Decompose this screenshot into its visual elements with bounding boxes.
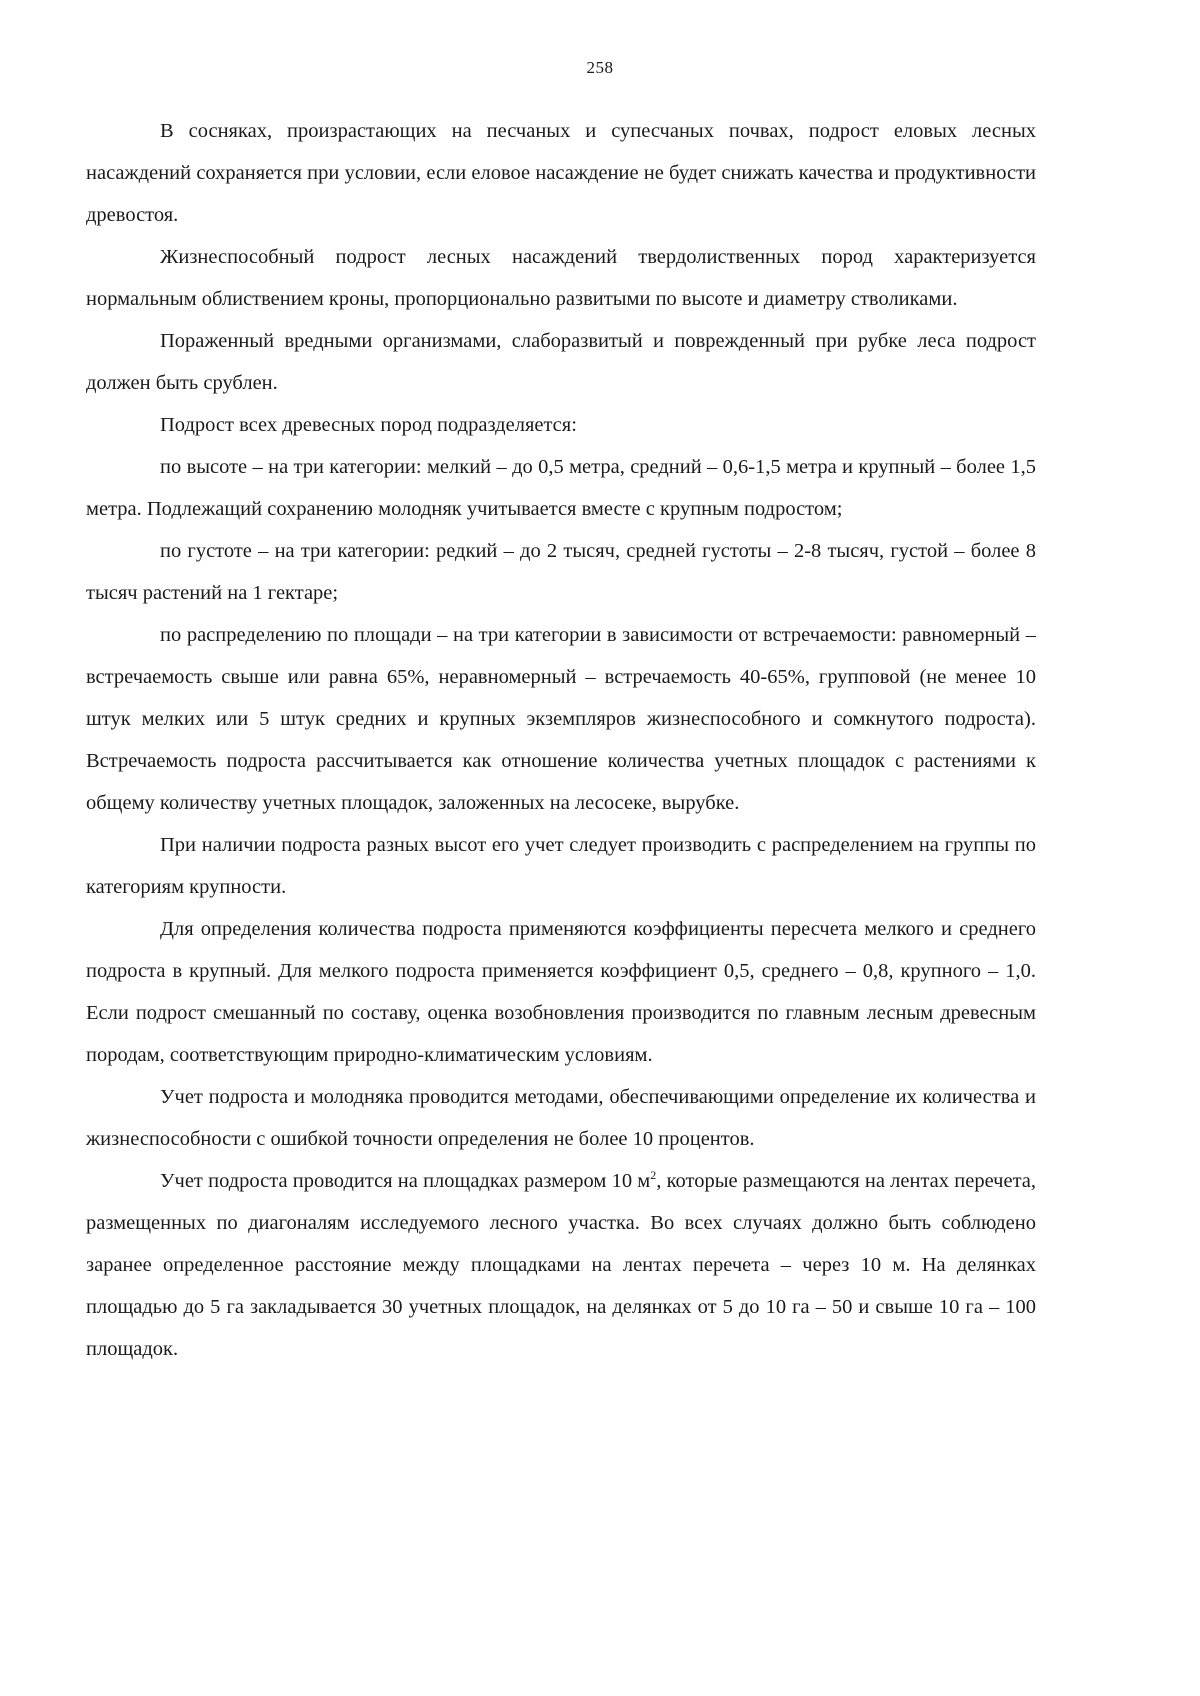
- paragraph-by-distribution: по распределению по площади – на три категории в зависимости от встречаемости: равномерный – встречаемость свыше или равна 65%, неравномерный – встречаемость 40-65%, групповой (не менее 10 штук мелких или 5 штук средних и крупных экземпляров жизнеспособного и сомкнутого подроста). Встречаемость подроста рассчитывается как отношение количества учетных площадок с растениями к общему количеству учетных площадок, заложенных на лесосеке, вырубке.: [86, 624, 1036, 814]
- paragraph-coefficients: Для определения количества подроста применяются коэффициенты пересчета мелкого и среднего подроста в крупный. Для мелкого подроста применяется коэффициент 0,5, среднего – 0,8, крупного – 1,0. Если подрост смешанный по составу, оценка возобновления производится по главным лесным древесным породам, соответствующим природно-климатическим условиям.: [86, 918, 1036, 1066]
- paragraph-by-height: по высоте – на три категории: мелкий – до 0,5 метра, средний – 0,6-1,5 метра и крупный – более 1,5 метра. Подлежащий сохранению молодняк учитывается вместе с крупным подростом;: [86, 456, 1036, 520]
- page-number: 258: [586, 58, 614, 77]
- paragraph-classification-intro: Подрост всех древесных пород подразделяется:: [160, 414, 577, 436]
- paragraph-by-density: по густоте – на три категории: редкий – до 2 тысяч, средней густоты – 2-8 тысяч, густой – более 8 тысяч растений на 1 гектаре;: [86, 540, 1036, 604]
- sample-plots-text-after: , которые размещаются на лентах перечета, размещенных по диагоналям исследуемого лесного участка. Во всех случаях должно быть соблюдено заранее определенное расстояние между площадками на лентах перечета – через 10 м. На делянках площадью до 5 га закладывается 30 учетных площадок, на делянках от 5 до 10 га – 50 и свыше 10 га – 100 площадок.: [86, 1170, 1036, 1360]
- paragraph-damaged-undergrowth: Пораженный вредными организмами, слаборазвитый и поврежденный при рубке леса подрост должен быть срублен.: [86, 330, 1036, 394]
- paragraph-accounting-methods: Учет подроста и молодняка проводится методами, обеспечивающими определение их количества и жизнеспособности с ошибкой точности определения не более 10 процентов.: [86, 1086, 1036, 1150]
- paragraph-sample-plots: [86, 1160, 1036, 1370]
- body-text: [86, 110, 1036, 1370]
- paragraph-viable-undergrowth: Жизнеспособный подрост лесных насаждений твердолиственных пород характеризуется нормальным облиствением кроны, пропорционально развитыми по высоте и диаметру стволиками.: [86, 246, 1036, 310]
- paragraph-pine-forests: В сосняках, произрастающих на песчаных и супесчаных почвах, подрост еловых лесных насаждений сохраняется при условии, если еловое насаждение не будет снижать качества и продуктивности древостоя.: [86, 120, 1036, 226]
- paragraph-different-heights: При наличии подроста разных высот его учет следует производить с распределением на группы по категориям крупности.: [86, 834, 1036, 898]
- sample-plots-text-before: Учет подроста проводится на площадках размером 10 м: [160, 1170, 651, 1192]
- square-meter-superscript: 2: [650, 1168, 657, 1183]
